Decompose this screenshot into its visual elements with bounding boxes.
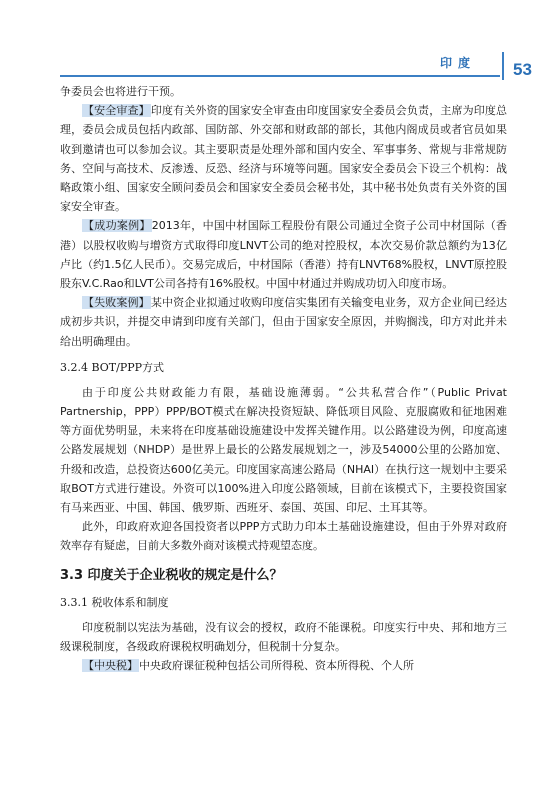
section-heading-3-2-4: 3.2.4 BOT/PPP方式 (60, 360, 165, 374)
label-success-case: 【成功案例】 (83, 219, 151, 233)
label-failure-case: 【失败案例】 (83, 296, 150, 310)
paragraph-failure-case: 【失败案例】某中资企业拟通过收购印度信实集团有关输变电业务，双方企业间已经达成初步共识，并提交申请到印度有关部门，但由于国家安全原因，并购搁浅，印方对此并未给出明确理由。 (60, 296, 507, 348)
page-body (60, 82, 507, 675)
paragraph-bot-ppp: 由于印度公共财政能力有限，基础设施薄弱。“公共私营合作”（Public Privat Partnership，PPP）PPP/BOT模式在解决投资短缺、降低项目风险、克服腐败和征地困难等方面优势明显，未来将在印度基础设施建设中发挥关键作用。以公路建设为例，印度高速公路发展规划（NHDP）是世界上最长的公路发展规划之一，涉及54000公里的公路加宽、升级和改造，总投资达600亿美元。印度国家高速公路局（NHAI）在执行这一规划中主要采取BOT方式进行建设。外资可以100%进入印度公路领域，目前在该模式下，主要投资国家有马来西亚、中国、韩国、俄罗斯、西班牙、泰国、英国、印尼、土耳其等。 (60, 385, 507, 515)
header-rule (60, 75, 500, 77)
paragraph-central-tax: 【中央税】中央政府课征税种包括公司所得税、资本所得税、个人所 (83, 659, 414, 673)
running-header-country: 印度 (440, 56, 477, 70)
label-security-review: 【安全审查】 (83, 104, 150, 118)
page-number: 53 (513, 60, 532, 79)
paragraph-intro-tail: 争委员会也将进行干预。 (60, 85, 181, 98)
page-header (0, 0, 559, 78)
section-heading-3-3: 3.3 印度关于企业税收的规定是什么？ (60, 567, 283, 583)
paragraph-tax-system: 印度税制以宪法为基础，没有议会的授权，政府不能课税。印度实行中央、邦和地方三级课税制度，各级政府课税权明确划分，但税制十分复杂。 (60, 620, 507, 653)
paragraph-success-case: 【成功案例】2013年，中国中材国际工程股份有限公司通过全资子公司中材国际（香港）以股权收购与增资方式取得印度LNVT公司的绝对控股权，本次交易价款总额约为13亿卢比（约1.5亿人民币）。交易完成后，中材国际（香港）持有LNVT68%股权，LNVT原控股股东V.C.Rao和LVT公司各持有16%股权。中国中材通过并购成功切入印度市场。 (60, 219, 507, 291)
section-heading-3-3-1: 3.3.1 税收体系和制度 (60, 595, 169, 609)
label-central-tax: 【中央税】 (83, 659, 138, 673)
paragraph-ppp-outlook: 此外，印政府欢迎各国投资者以PPP方式助力印本土基础设施建设，但由于外界对政府效率存有疑虑，目前大多数外商对该模式持观望态度。 (60, 520, 507, 553)
paragraph-security-review: 【安全审查】印度有关外资的国家安全审查由印度国家安全委员会负责，主席为印度总理，委员会成员包括内政部、国防部、外交部和财政部的部长，其他内阁成员或者官员如果收到邀请也可以参加会议。其主要职责是处理外部和国内安全、军事事务、常规与非常规防务、空间与高技术、反渗透、反恐、经济与环境等问题。国家安全委员会下设三个机构：战略政策小组、国家安全顾问委员会和国家安全委员会秘书处，其中秘书处负责有关外资的国家安全审查。 (60, 104, 507, 214)
